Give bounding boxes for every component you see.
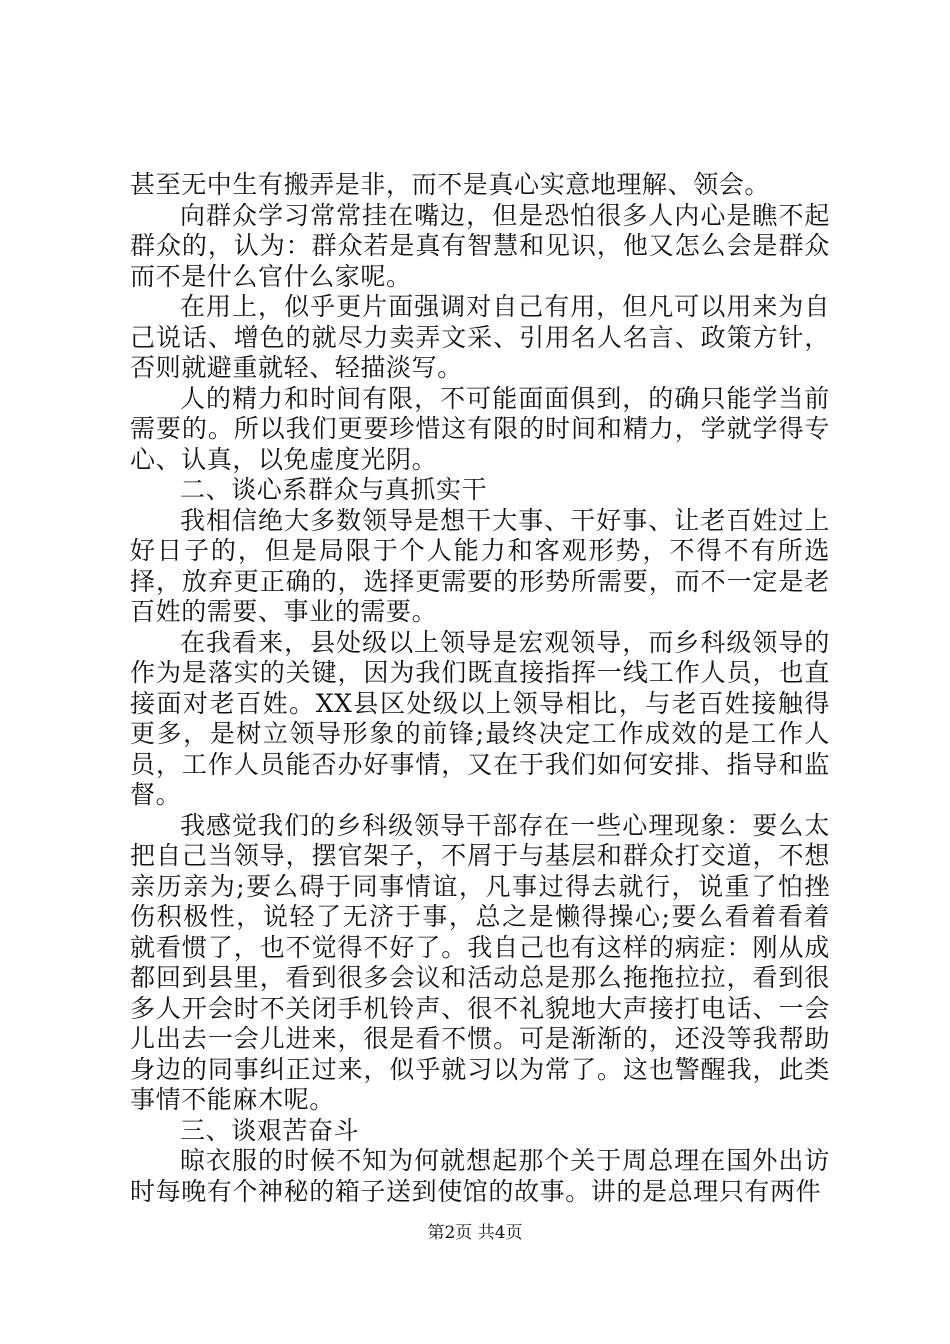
paragraph: 向群众学习常常挂在嘴边，但是恐怕很多人内心是瞧不起群众的，认为：群众若是真有智慧和见识，他又怎么会是群众而不是什么官什么家呢。 (130, 200, 830, 291)
paragraph: 人的精力和时间有限，不可能面面俱到，的确只能学当前需要的。所以我们更要珍惜这有限的时间和精力，学就学得专心、认真，以免虚度光阴。 (130, 383, 830, 474)
section-heading: 三、谈艰苦奋斗 (180, 1115, 360, 1145)
section-heading: 二、谈心系群众与真抓实干 (180, 475, 488, 504)
paragraph: 晾衣服的时候不知为何就想起那个关于周总理在国外出访时每晚有个神秘的箱子送到使馆的故事。讲的是总理只有两件 (130, 1146, 830, 1206)
paragraph: 在我看来，县处级以上领导是宏观领导，而乡科级领导的作为是落实的关键，因为我们既直接指挥一线工作人员，也直接面对老百姓。XX县区处级以上领导相比，与老百姓接触得更多，是树立领导形象的前锋;最终决定工作成效的是工作人员，工作人员能否办好事情，又在于我们如何安排、指导和监督。 (130, 627, 830, 809)
paragraph: 我相信绝大多数领导是想干大事、干好事、让老百姓过上好日子的，但是局限于个人能力和客观形势，不得不有所选择，放弃更正确的，选择更需要的形势所需要，而不一定是老百姓的需要、事业的需要。 (130, 505, 830, 626)
paragraph: 在用上，似乎更片面强调对自己有用，但凡可以用来为自己说话、增色的就尽力卖弄文采、引用名人名言、政策方针，否则就避重就轻、轻描淡写。 (130, 292, 830, 382)
paragraph: 我感觉我们的乡科级领导干部存在一些心理现象：要么太把自己当领导，摆官架子，不屑于与基层和群众打交道，不想亲历亲为;要么碍于同事情谊，凡事过得去就行，说重了怕挫伤积极性，说轻了无济于事，总之是懒得操心;要么看着看着就看惯了，也不觉得不好了。我自己也有这样的病症：刚从成都回到县里，看到很多会议和活动总是那么拖拖拉拉，看到很多人开会时不关闭手机铃声、很不礼貌地大声接打电话、一会儿出去一会儿进来，很是看不惯。可是渐渐的，还没等我帮助身边的同事纠正过来，似乎就习以为常了。这也警醒我，此类事情不能麻木呢。 (130, 810, 830, 1114)
document-body (130, 170, 830, 1207)
paragraph-continuation: 甚至无中生有搬弄是非，而不是真心实意地理解、领会。 (130, 170, 771, 199)
page-footer: 第2页 共4页 (427, 1223, 523, 1243)
